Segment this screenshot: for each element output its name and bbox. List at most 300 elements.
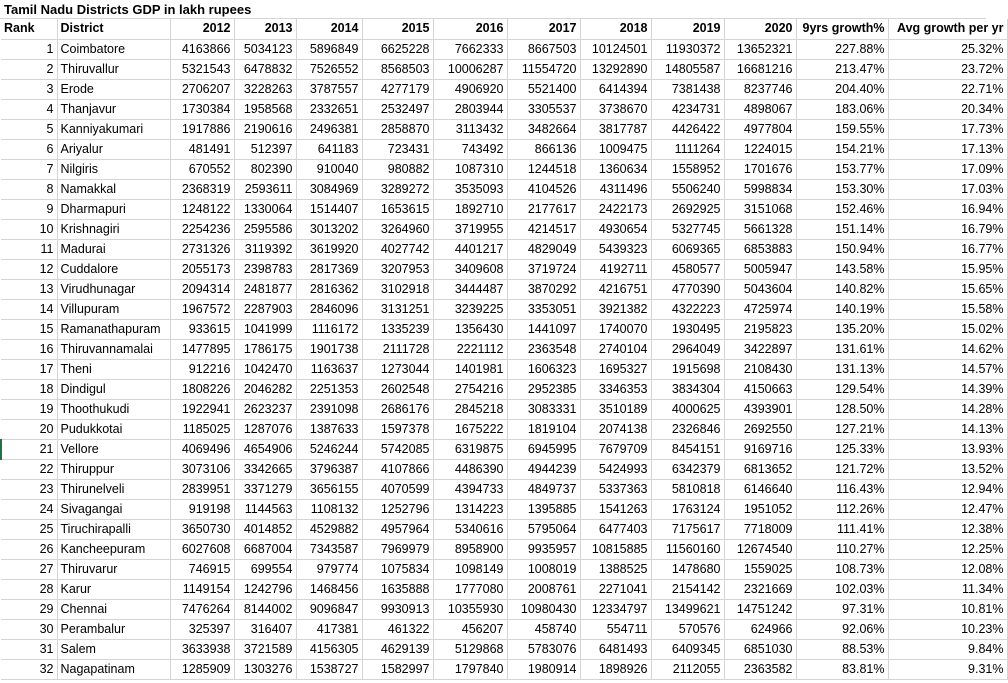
cell-district[interactable]: Thiruppur bbox=[57, 459, 170, 479]
cell-district[interactable]: Theni bbox=[57, 359, 170, 379]
cell-y2020[interactable]: 4150663 bbox=[724, 379, 796, 399]
cell-y2019[interactable]: 1558952 bbox=[651, 159, 724, 179]
cell-growth-9yr[interactable]: 92.06% bbox=[796, 619, 888, 639]
cell-growth-9yr[interactable]: 102.03% bbox=[796, 579, 888, 599]
cell-y2018[interactable]: 1898926 bbox=[580, 659, 651, 679]
cell-rank[interactable]: 31 bbox=[1, 639, 57, 659]
cell-growth-9yr[interactable]: 83.81% bbox=[796, 659, 888, 679]
cell-y2015[interactable]: 7969979 bbox=[362, 539, 433, 559]
cell-y2019[interactable]: 4426422 bbox=[651, 119, 724, 139]
cell-rank[interactable]: 24 bbox=[1, 499, 57, 519]
cell-rank[interactable]: 32 bbox=[1, 659, 57, 679]
cell-rank[interactable]: 2 bbox=[1, 59, 57, 79]
cell-y2020[interactable]: 9169716 bbox=[724, 439, 796, 459]
cell-y2013[interactable]: 3119392 bbox=[234, 239, 296, 259]
cell-y2018[interactable]: 6481493 bbox=[580, 639, 651, 659]
cell-growth-9yr[interactable]: 153.30% bbox=[796, 179, 888, 199]
cell-y2013[interactable]: 1041999 bbox=[234, 319, 296, 339]
cell-rank[interactable]: 19 bbox=[1, 399, 57, 419]
cell-growth-9yr[interactable]: 125.33% bbox=[796, 439, 888, 459]
cell-y2015[interactable]: 1252796 bbox=[362, 499, 433, 519]
cell-growth-9yr[interactable]: 110.27% bbox=[796, 539, 888, 559]
cell-y2012[interactable]: 2254236 bbox=[170, 219, 234, 239]
header-cell-y2012[interactable]: 2012 bbox=[170, 19, 234, 39]
cell-y2018[interactable]: 554711 bbox=[580, 619, 651, 639]
cell-district[interactable]: Tiruchirapalli bbox=[57, 519, 170, 539]
cell-y2016[interactable]: 4394733 bbox=[433, 479, 507, 499]
cell-district[interactable]: Coimbatore bbox=[57, 39, 170, 59]
cell-y2017[interactable]: 1606323 bbox=[507, 359, 580, 379]
cell-y2016[interactable]: 3444487 bbox=[433, 279, 507, 299]
cell-y2015[interactable]: 1635888 bbox=[362, 579, 433, 599]
cell-y2020[interactable]: 5005947 bbox=[724, 259, 796, 279]
cell-y2013[interactable]: 1330064 bbox=[234, 199, 296, 219]
cell-y2017[interactable]: 4104526 bbox=[507, 179, 580, 199]
cell-y2013[interactable]: 5034123 bbox=[234, 39, 296, 59]
cell-rank[interactable]: 28 bbox=[1, 579, 57, 599]
cell-y2018[interactable]: 1009475 bbox=[580, 139, 651, 159]
cell-district[interactable]: Vellore bbox=[57, 439, 170, 459]
cell-y2020[interactable]: 3422897 bbox=[724, 339, 796, 359]
cell-y2012[interactable]: 3073106 bbox=[170, 459, 234, 479]
cell-growth-9yr[interactable]: 116.43% bbox=[796, 479, 888, 499]
cell-y2018[interactable]: 6414394 bbox=[580, 79, 651, 99]
cell-avg-growth[interactable]: 12.47% bbox=[888, 499, 1007, 519]
cell-y2015[interactable]: 5742085 bbox=[362, 439, 433, 459]
cell-y2020[interactable]: 13652321 bbox=[724, 39, 796, 59]
cell-y2020[interactable]: 4977804 bbox=[724, 119, 796, 139]
cell-y2019[interactable]: 7175617 bbox=[651, 519, 724, 539]
cell-y2012[interactable]: 2055173 bbox=[170, 259, 234, 279]
cell-y2013[interactable]: 699554 bbox=[234, 559, 296, 579]
cell-y2014[interactable]: 7343587 bbox=[296, 539, 362, 559]
cell-y2020[interactable]: 7718009 bbox=[724, 519, 796, 539]
cell-y2014[interactable]: 2251353 bbox=[296, 379, 362, 399]
cell-y2015[interactable]: 3264960 bbox=[362, 219, 433, 239]
cell-y2016[interactable]: 2803944 bbox=[433, 99, 507, 119]
cell-y2018[interactable]: 4216751 bbox=[580, 279, 651, 299]
cell-y2019[interactable]: 3834304 bbox=[651, 379, 724, 399]
cell-y2013[interactable]: 6478832 bbox=[234, 59, 296, 79]
cell-y2014[interactable]: 1468456 bbox=[296, 579, 362, 599]
cell-avg-growth[interactable]: 15.65% bbox=[888, 279, 1007, 299]
cell-y2013[interactable]: 8144002 bbox=[234, 599, 296, 619]
header-cell-avg-growth[interactable]: Avg growth per yr bbox=[888, 19, 1007, 39]
cell-y2012[interactable]: 325397 bbox=[170, 619, 234, 639]
cell-y2017[interactable]: 2952385 bbox=[507, 379, 580, 399]
cell-district[interactable]: Namakkal bbox=[57, 179, 170, 199]
cell-district[interactable]: Dindigul bbox=[57, 379, 170, 399]
cell-rank[interactable]: 1 bbox=[1, 39, 57, 59]
cell-y2017[interactable]: 1008019 bbox=[507, 559, 580, 579]
cell-district[interactable]: Madurai bbox=[57, 239, 170, 259]
cell-y2018[interactable]: 1740070 bbox=[580, 319, 651, 339]
cell-y2013[interactable]: 6687004 bbox=[234, 539, 296, 559]
cell-y2019[interactable]: 6069365 bbox=[651, 239, 724, 259]
cell-y2014[interactable]: 2391098 bbox=[296, 399, 362, 419]
cell-y2017[interactable]: 1395885 bbox=[507, 499, 580, 519]
cell-y2020[interactable]: 5998834 bbox=[724, 179, 796, 199]
cell-district[interactable]: Villupuram bbox=[57, 299, 170, 319]
cell-rank[interactable]: 16 bbox=[1, 339, 57, 359]
cell-y2016[interactable]: 5340616 bbox=[433, 519, 507, 539]
cell-avg-growth[interactable]: 14.62% bbox=[888, 339, 1007, 359]
cell-growth-9yr[interactable]: 108.73% bbox=[796, 559, 888, 579]
cell-district[interactable]: Virudhunagar bbox=[57, 279, 170, 299]
cell-y2018[interactable]: 2074138 bbox=[580, 419, 651, 439]
cell-y2018[interactable]: 7679709 bbox=[580, 439, 651, 459]
cell-y2015[interactable]: 3289272 bbox=[362, 179, 433, 199]
cell-y2018[interactable]: 1388525 bbox=[580, 559, 651, 579]
cell-y2012[interactable]: 1917886 bbox=[170, 119, 234, 139]
cell-y2018[interactable]: 10124501 bbox=[580, 39, 651, 59]
cell-rank[interactable]: 4 bbox=[1, 99, 57, 119]
cell-y2017[interactable]: 2177617 bbox=[507, 199, 580, 219]
cell-growth-9yr[interactable]: 152.46% bbox=[796, 199, 888, 219]
cell-y2012[interactable]: 1922941 bbox=[170, 399, 234, 419]
header-cell-y2013[interactable]: 2013 bbox=[234, 19, 296, 39]
cell-y2014[interactable]: 3619920 bbox=[296, 239, 362, 259]
cell-y2015[interactable]: 1653615 bbox=[362, 199, 433, 219]
cell-district[interactable]: Thiruvannamalai bbox=[57, 339, 170, 359]
cell-y2016[interactable]: 3535093 bbox=[433, 179, 507, 199]
cell-y2020[interactable]: 1951052 bbox=[724, 499, 796, 519]
cell-y2015[interactable]: 4629139 bbox=[362, 639, 433, 659]
cell-y2012[interactable]: 2094314 bbox=[170, 279, 234, 299]
cell-y2020[interactable]: 1701676 bbox=[724, 159, 796, 179]
cell-district[interactable]: Erode bbox=[57, 79, 170, 99]
header-cell-y2019[interactable]: 2019 bbox=[651, 19, 724, 39]
cell-y2015[interactable]: 3102918 bbox=[362, 279, 433, 299]
cell-y2015[interactable]: 1597378 bbox=[362, 419, 433, 439]
cell-y2017[interactable]: 9935957 bbox=[507, 539, 580, 559]
cell-y2012[interactable]: 4163866 bbox=[170, 39, 234, 59]
cell-y2018[interactable]: 3921382 bbox=[580, 299, 651, 319]
cell-y2018[interactable]: 5337363 bbox=[580, 479, 651, 499]
cell-y2013[interactable]: 3721589 bbox=[234, 639, 296, 659]
cell-y2016[interactable]: 10006287 bbox=[433, 59, 507, 79]
cell-growth-9yr[interactable]: 135.20% bbox=[796, 319, 888, 339]
cell-y2012[interactable]: 1185025 bbox=[170, 419, 234, 439]
cell-avg-growth[interactable]: 17.03% bbox=[888, 179, 1007, 199]
cell-y2016[interactable]: 2221112 bbox=[433, 339, 507, 359]
cell-y2012[interactable]: 6027608 bbox=[170, 539, 234, 559]
cell-y2020[interactable]: 6813652 bbox=[724, 459, 796, 479]
cell-y2012[interactable]: 1477895 bbox=[170, 339, 234, 359]
cell-growth-9yr[interactable]: 159.55% bbox=[796, 119, 888, 139]
cell-y2017[interactable]: 5795064 bbox=[507, 519, 580, 539]
cell-y2014[interactable]: 910040 bbox=[296, 159, 362, 179]
cell-y2020[interactable]: 6853883 bbox=[724, 239, 796, 259]
cell-y2017[interactable]: 3083331 bbox=[507, 399, 580, 419]
cell-y2012[interactable]: 1730384 bbox=[170, 99, 234, 119]
cell-y2014[interactable]: 4156305 bbox=[296, 639, 362, 659]
cell-y2015[interactable]: 6625228 bbox=[362, 39, 433, 59]
cell-y2013[interactable]: 1242796 bbox=[234, 579, 296, 599]
cell-avg-growth[interactable]: 14.13% bbox=[888, 419, 1007, 439]
cell-growth-9yr[interactable]: 153.77% bbox=[796, 159, 888, 179]
cell-y2014[interactable]: 3796387 bbox=[296, 459, 362, 479]
cell-y2014[interactable]: 2496381 bbox=[296, 119, 362, 139]
cell-district[interactable]: Thirunelveli bbox=[57, 479, 170, 499]
cell-avg-growth[interactable]: 12.94% bbox=[888, 479, 1007, 499]
cell-y2016[interactable]: 3719955 bbox=[433, 219, 507, 239]
cell-y2013[interactable]: 802390 bbox=[234, 159, 296, 179]
cell-y2019[interactable]: 2154142 bbox=[651, 579, 724, 599]
cell-y2016[interactable]: 743492 bbox=[433, 139, 507, 159]
header-cell-y2015[interactable]: 2015 bbox=[362, 19, 433, 39]
cell-y2012[interactable]: 1967572 bbox=[170, 299, 234, 319]
cell-rank[interactable]: 18 bbox=[1, 379, 57, 399]
cell-rank[interactable]: 30 bbox=[1, 619, 57, 639]
cell-growth-9yr[interactable]: 140.82% bbox=[796, 279, 888, 299]
cell-y2019[interactable]: 2964049 bbox=[651, 339, 724, 359]
cell-growth-9yr[interactable]: 140.19% bbox=[796, 299, 888, 319]
cell-rank[interactable]: 27 bbox=[1, 559, 57, 579]
cell-district[interactable]: Nilgiris bbox=[57, 159, 170, 179]
cell-y2014[interactable]: 1538727 bbox=[296, 659, 362, 679]
cell-y2017[interactable]: 458740 bbox=[507, 619, 580, 639]
cell-y2016[interactable]: 1892710 bbox=[433, 199, 507, 219]
cell-growth-9yr[interactable]: 183.06% bbox=[796, 99, 888, 119]
cell-rank[interactable]: 15 bbox=[1, 319, 57, 339]
cell-growth-9yr[interactable]: 121.72% bbox=[796, 459, 888, 479]
cell-growth-9yr[interactable]: 127.21% bbox=[796, 419, 888, 439]
cell-avg-growth[interactable]: 13.93% bbox=[888, 439, 1007, 459]
cell-rank[interactable]: 12 bbox=[1, 259, 57, 279]
cell-growth-9yr[interactable]: 88.53% bbox=[796, 639, 888, 659]
cell-y2012[interactable]: 2368319 bbox=[170, 179, 234, 199]
cell-y2015[interactable]: 2111728 bbox=[362, 339, 433, 359]
cell-y2019[interactable]: 5810818 bbox=[651, 479, 724, 499]
cell-avg-growth[interactable]: 20.34% bbox=[888, 99, 1007, 119]
cell-y2015[interactable]: 1075834 bbox=[362, 559, 433, 579]
cell-y2017[interactable]: 1819104 bbox=[507, 419, 580, 439]
cell-y2018[interactable]: 5439323 bbox=[580, 239, 651, 259]
cell-y2016[interactable]: 3239225 bbox=[433, 299, 507, 319]
cell-growth-9yr[interactable]: 151.14% bbox=[796, 219, 888, 239]
cell-y2018[interactable]: 4192711 bbox=[580, 259, 651, 279]
cell-y2018[interactable]: 4930654 bbox=[580, 219, 651, 239]
cell-y2015[interactable]: 980882 bbox=[362, 159, 433, 179]
cell-y2015[interactable]: 1335239 bbox=[362, 319, 433, 339]
sheet-title[interactable]: Tamil Nadu Districts GDP in lakh rupees bbox=[0, 0, 986, 19]
cell-rank[interactable]: 13 bbox=[1, 279, 57, 299]
cell-y2019[interactable]: 4770390 bbox=[651, 279, 724, 299]
cell-y2016[interactable]: 1797840 bbox=[433, 659, 507, 679]
cell-avg-growth[interactable]: 15.02% bbox=[888, 319, 1007, 339]
cell-y2014[interactable]: 1514407 bbox=[296, 199, 362, 219]
cell-y2016[interactable]: 6319875 bbox=[433, 439, 507, 459]
cell-y2016[interactable]: 1777080 bbox=[433, 579, 507, 599]
header-cell-y2016[interactable]: 2016 bbox=[433, 19, 507, 39]
cell-y2018[interactable]: 2271041 bbox=[580, 579, 651, 599]
cell-y2020[interactable]: 12674540 bbox=[724, 539, 796, 559]
cell-y2017[interactable]: 1441097 bbox=[507, 319, 580, 339]
cell-y2020[interactable]: 5043604 bbox=[724, 279, 796, 299]
cell-y2014[interactable]: 3084969 bbox=[296, 179, 362, 199]
cell-y2016[interactable]: 2754216 bbox=[433, 379, 507, 399]
cell-rank[interactable]: 23 bbox=[1, 479, 57, 499]
cell-growth-9yr[interactable]: 204.40% bbox=[796, 79, 888, 99]
cell-y2018[interactable]: 3817787 bbox=[580, 119, 651, 139]
cell-rank[interactable]: 10 bbox=[1, 219, 57, 239]
cell-rank[interactable]: 7 bbox=[1, 159, 57, 179]
header-cell-y2018[interactable]: 2018 bbox=[580, 19, 651, 39]
cell-y2013[interactable]: 2623237 bbox=[234, 399, 296, 419]
cell-district[interactable]: Ramanathapuram bbox=[57, 319, 170, 339]
cell-y2020[interactable]: 4393901 bbox=[724, 399, 796, 419]
cell-y2017[interactable]: 3353051 bbox=[507, 299, 580, 319]
cell-y2019[interactable]: 2112055 bbox=[651, 659, 724, 679]
cell-y2016[interactable]: 2845218 bbox=[433, 399, 507, 419]
cell-growth-9yr[interactable]: 128.50% bbox=[796, 399, 888, 419]
cell-y2014[interactable]: 4529882 bbox=[296, 519, 362, 539]
cell-y2017[interactable]: 4849737 bbox=[507, 479, 580, 499]
cell-y2013[interactable]: 3228263 bbox=[234, 79, 296, 99]
cell-y2020[interactable]: 2692550 bbox=[724, 419, 796, 439]
cell-avg-growth[interactable]: 17.73% bbox=[888, 119, 1007, 139]
cell-y2018[interactable]: 1541263 bbox=[580, 499, 651, 519]
cell-y2012[interactable]: 3633938 bbox=[170, 639, 234, 659]
cell-rank[interactable]: 11 bbox=[1, 239, 57, 259]
cell-y2020[interactable]: 4725974 bbox=[724, 299, 796, 319]
cell-y2015[interactable]: 2858870 bbox=[362, 119, 433, 139]
cell-district[interactable]: Salem bbox=[57, 639, 170, 659]
cell-y2012[interactable]: 746915 bbox=[170, 559, 234, 579]
cell-y2013[interactable]: 3371279 bbox=[234, 479, 296, 499]
cell-rank[interactable]: 21 bbox=[1, 439, 57, 459]
cell-y2014[interactable]: 3787557 bbox=[296, 79, 362, 99]
cell-rank[interactable]: 3 bbox=[1, 79, 57, 99]
cell-y2019[interactable]: 4322223 bbox=[651, 299, 724, 319]
cell-y2017[interactable]: 2363548 bbox=[507, 339, 580, 359]
cell-y2013[interactable]: 4654906 bbox=[234, 439, 296, 459]
cell-rank[interactable]: 9 bbox=[1, 199, 57, 219]
cell-y2016[interactable]: 4486390 bbox=[433, 459, 507, 479]
cell-rank[interactable]: 26 bbox=[1, 539, 57, 559]
cell-y2020[interactable]: 2363582 bbox=[724, 659, 796, 679]
cell-y2017[interactable]: 3719724 bbox=[507, 259, 580, 279]
cell-district[interactable]: Sivagangai bbox=[57, 499, 170, 519]
cell-y2014[interactable]: 2817369 bbox=[296, 259, 362, 279]
header-cell-y2014[interactable]: 2014 bbox=[296, 19, 362, 39]
cell-y2014[interactable]: 7526552 bbox=[296, 59, 362, 79]
cell-y2017[interactable]: 1244518 bbox=[507, 159, 580, 179]
cell-y2014[interactable]: 1108132 bbox=[296, 499, 362, 519]
cell-y2013[interactable]: 2398783 bbox=[234, 259, 296, 279]
cell-y2019[interactable]: 1915698 bbox=[651, 359, 724, 379]
cell-y2020[interactable]: 6146640 bbox=[724, 479, 796, 499]
cell-y2016[interactable]: 1401981 bbox=[433, 359, 507, 379]
cell-y2016[interactable]: 8958900 bbox=[433, 539, 507, 559]
cell-y2014[interactable]: 1387633 bbox=[296, 419, 362, 439]
cell-avg-growth[interactable]: 17.09% bbox=[888, 159, 1007, 179]
cell-y2012[interactable]: 670552 bbox=[170, 159, 234, 179]
cell-y2015[interactable]: 4957964 bbox=[362, 519, 433, 539]
cell-y2020[interactable]: 3151068 bbox=[724, 199, 796, 219]
cell-y2016[interactable]: 3113432 bbox=[433, 119, 507, 139]
cell-district[interactable]: Thiruvarur bbox=[57, 559, 170, 579]
cell-y2013[interactable]: 2046282 bbox=[234, 379, 296, 399]
cell-y2012[interactable]: 5321543 bbox=[170, 59, 234, 79]
cell-y2014[interactable]: 1163637 bbox=[296, 359, 362, 379]
cell-y2019[interactable]: 2326846 bbox=[651, 419, 724, 439]
cell-y2016[interactable]: 4906920 bbox=[433, 79, 507, 99]
cell-y2017[interactable]: 866136 bbox=[507, 139, 580, 159]
cell-avg-growth[interactable]: 16.79% bbox=[888, 219, 1007, 239]
cell-district[interactable]: Kanniyakumari bbox=[57, 119, 170, 139]
cell-y2017[interactable]: 5521400 bbox=[507, 79, 580, 99]
cell-y2012[interactable]: 933615 bbox=[170, 319, 234, 339]
cell-district[interactable]: Pudukkotai bbox=[57, 419, 170, 439]
header-cell-growth-9yr[interactable]: 9yrs growth% bbox=[796, 19, 888, 39]
cell-y2012[interactable]: 481491 bbox=[170, 139, 234, 159]
cell-y2018[interactable]: 10815885 bbox=[580, 539, 651, 559]
cell-avg-growth[interactable]: 9.31% bbox=[888, 659, 1007, 679]
cell-avg-growth[interactable]: 13.52% bbox=[888, 459, 1007, 479]
cell-avg-growth[interactable]: 11.34% bbox=[888, 579, 1007, 599]
cell-rank[interactable]: 17 bbox=[1, 359, 57, 379]
cell-y2015[interactable]: 4277179 bbox=[362, 79, 433, 99]
cell-district[interactable]: Thanjavur bbox=[57, 99, 170, 119]
cell-y2015[interactable]: 3131251 bbox=[362, 299, 433, 319]
cell-rank[interactable]: 29 bbox=[1, 599, 57, 619]
cell-avg-growth[interactable]: 9.84% bbox=[888, 639, 1007, 659]
cell-y2013[interactable]: 3342665 bbox=[234, 459, 296, 479]
cell-y2020[interactable]: 8237746 bbox=[724, 79, 796, 99]
cell-avg-growth[interactable]: 14.57% bbox=[888, 359, 1007, 379]
cell-district[interactable]: Chennai bbox=[57, 599, 170, 619]
cell-avg-growth[interactable]: 14.39% bbox=[888, 379, 1007, 399]
cell-y2013[interactable]: 2287903 bbox=[234, 299, 296, 319]
cell-y2018[interactable]: 2740104 bbox=[580, 339, 651, 359]
cell-y2013[interactable]: 316407 bbox=[234, 619, 296, 639]
cell-y2013[interactable]: 2190616 bbox=[234, 119, 296, 139]
cell-y2014[interactable]: 3656155 bbox=[296, 479, 362, 499]
cell-y2017[interactable]: 4829049 bbox=[507, 239, 580, 259]
cell-district[interactable]: Karur bbox=[57, 579, 170, 599]
cell-rank[interactable]: 8 bbox=[1, 179, 57, 199]
cell-y2013[interactable]: 2593611 bbox=[234, 179, 296, 199]
cell-y2018[interactable]: 3346353 bbox=[580, 379, 651, 399]
cell-y2012[interactable]: 2706207 bbox=[170, 79, 234, 99]
cell-rank[interactable]: 20 bbox=[1, 419, 57, 439]
cell-growth-9yr[interactable]: 150.94% bbox=[796, 239, 888, 259]
cell-y2015[interactable]: 723431 bbox=[362, 139, 433, 159]
cell-y2017[interactable]: 3870292 bbox=[507, 279, 580, 299]
cell-y2020[interactable]: 6851030 bbox=[724, 639, 796, 659]
cell-rank[interactable]: 5 bbox=[1, 119, 57, 139]
cell-y2016[interactable]: 1098149 bbox=[433, 559, 507, 579]
cell-y2014[interactable]: 2332651 bbox=[296, 99, 362, 119]
cell-y2019[interactable]: 5506240 bbox=[651, 179, 724, 199]
cell-y2017[interactable]: 8667503 bbox=[507, 39, 580, 59]
cell-y2012[interactable]: 912216 bbox=[170, 359, 234, 379]
cell-avg-growth[interactable]: 25.32% bbox=[888, 39, 1007, 59]
cell-avg-growth[interactable]: 17.13% bbox=[888, 139, 1007, 159]
cell-y2020[interactable]: 1224015 bbox=[724, 139, 796, 159]
cell-y2019[interactable]: 5327745 bbox=[651, 219, 724, 239]
cell-y2020[interactable]: 14751242 bbox=[724, 599, 796, 619]
cell-growth-9yr[interactable]: 131.61% bbox=[796, 339, 888, 359]
cell-y2016[interactable]: 5129868 bbox=[433, 639, 507, 659]
cell-y2019[interactable]: 4000625 bbox=[651, 399, 724, 419]
cell-y2016[interactable]: 1356430 bbox=[433, 319, 507, 339]
cell-y2015[interactable]: 3207953 bbox=[362, 259, 433, 279]
cell-y2018[interactable]: 1360634 bbox=[580, 159, 651, 179]
cell-y2017[interactable]: 6945995 bbox=[507, 439, 580, 459]
